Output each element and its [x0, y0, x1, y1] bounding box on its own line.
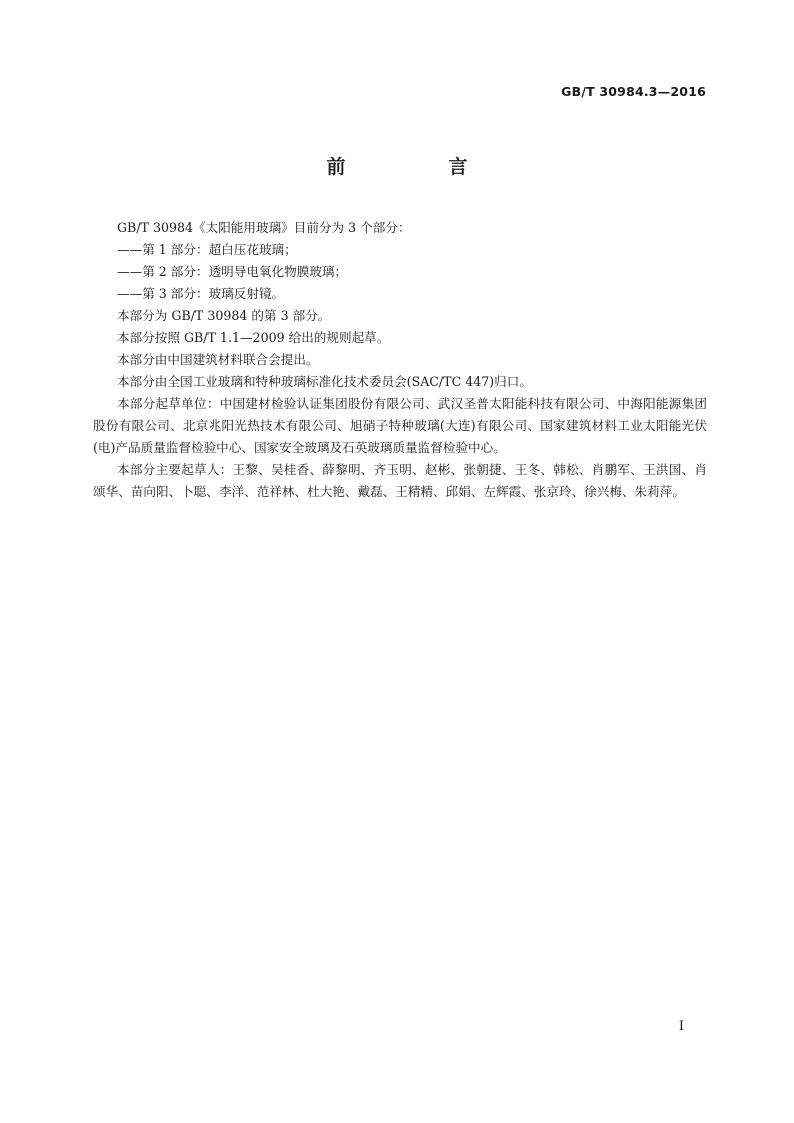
this-part-paragraph: 本部分为 GB/T 30984 的第 3 部分。: [117, 308, 331, 323]
list-item-part1: ——第 1 部分：超白压花玻璃；: [117, 242, 297, 257]
standard-code: GB/T 30984.3—2016: [561, 84, 706, 99]
drafting-rule-paragraph: 本部分按照 GB/T 1.1—2009 给出的规则起草。: [117, 330, 390, 345]
list-item-part2: ——第 2 部分：透明导电氧化物膜玻璃；: [117, 264, 348, 279]
foreword-body: [93, 217, 707, 503]
intro-paragraph: GB/T 30984《太阳能用玻璃》目前分为 3 个部分：: [117, 220, 411, 235]
list-item-part3: ——第 3 部分：玻璃反射镜。: [117, 286, 285, 301]
centralized-by-paragraph: 本部分由全国工业玻璃和特种玻璃标准化技术委员会(SAC/TC 447)归口。: [117, 374, 532, 389]
page-number: I: [678, 1019, 684, 1034]
proposed-by-paragraph: 本部分由中国建筑材料联合会提出。: [117, 352, 319, 367]
drafters-paragraph: 本部分主要起草人：王黎、吴桂香、薛黎明、齐玉明、赵彬、张朝捷、王冬、韩松、肖鹏军、王洪国、肖颂华、苗向阳、卜聪、李洋、范祥林、杜大艳、戴磊、王精精、邱娟、左辉霞、张京玲、徐兴梅、朱莉萍。: [93, 462, 707, 499]
drafting-units-paragraph: 本部分起草单位：中国建材检验认证集团股份有限公司、武汉圣普太阳能科技有限公司、中海阳能源集团股份有限公司、北京兆阳光热技术有限公司、旭硝子特种玻璃(大连)有限公司、国家建筑材料工业太阳能光伏(电)产品质量监督检验中心、国家安全玻璃及石英玻璃质量监督检验中心。: [93, 396, 707, 455]
page-title: 前 言: [326, 156, 510, 178]
